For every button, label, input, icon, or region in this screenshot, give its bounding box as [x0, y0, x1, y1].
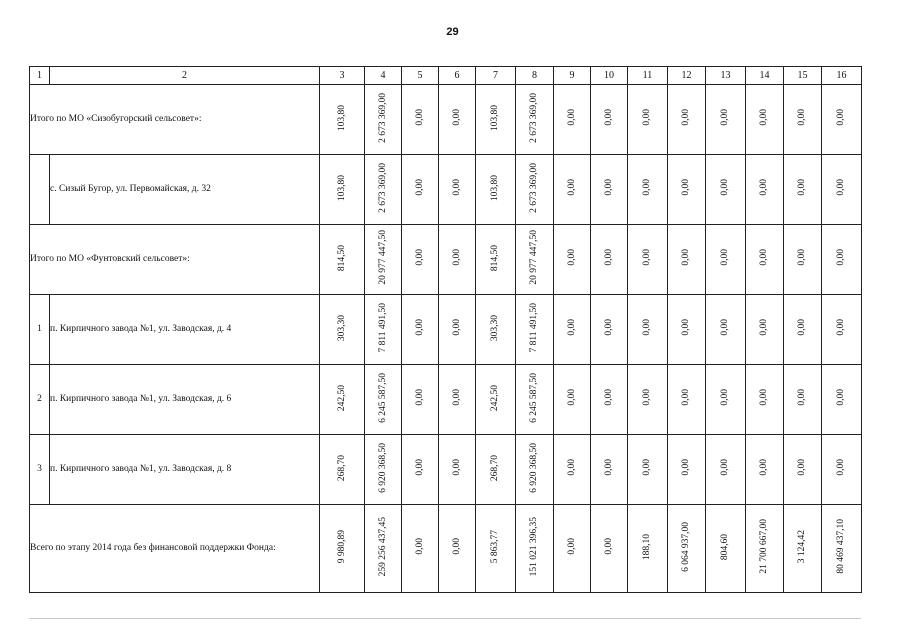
value-text: 0,00 — [681, 459, 692, 477]
data-table — [29, 66, 862, 593]
value-text: 0,00 — [720, 389, 731, 407]
value-text: 0,00 — [414, 538, 425, 556]
value-cell-col-6 — [439, 225, 476, 295]
total-row — [30, 505, 862, 593]
value-text: 0,00 — [414, 319, 425, 337]
value-cell-col-8 — [516, 155, 554, 225]
value-cell-col-5 — [402, 295, 439, 365]
value-cell-col-9 — [554, 85, 591, 155]
value-text: 0,00 — [797, 249, 808, 267]
value-cell-col-9 — [554, 155, 591, 225]
value-text: 242,50 — [336, 384, 347, 411]
value-text: 151 021 396,35 — [529, 517, 540, 577]
header-cell-9: 9 — [554, 67, 591, 85]
value-text: 0,00 — [720, 249, 731, 267]
value-cell-col-8 — [516, 505, 554, 593]
row-address: п. Кирпичного завода №1, ул. Заводская, д. 8 — [50, 435, 320, 505]
value-cell-col-6 — [439, 155, 476, 225]
header-cell-4: 4 — [365, 67, 402, 85]
value-text: 0,00 — [603, 538, 614, 556]
value-text: 0,00 — [759, 319, 770, 337]
header-cell-1: 1 — [30, 67, 50, 85]
value-cell-col-7 — [476, 435, 516, 505]
value-cell-col-11 — [628, 365, 668, 435]
value-text: 0,00 — [642, 109, 653, 127]
value-cell-col-4 — [365, 295, 402, 365]
value-cell-col-3 — [320, 225, 365, 295]
value-cell-col-5 — [402, 365, 439, 435]
value-text: 814,50 — [336, 244, 347, 271]
value-cell-col-3 — [320, 365, 365, 435]
value-cell-col-10 — [591, 85, 628, 155]
value-cell-col-13 — [706, 365, 746, 435]
value-text: 268,70 — [490, 454, 501, 481]
group-total-label: Итого по МО «Сизобугорский сельсовет»: — [30, 85, 320, 155]
value-text: 0,00 — [451, 538, 462, 556]
value-cell-col-3 — [320, 295, 365, 365]
value-text: 0,00 — [603, 319, 614, 337]
value-cell-col-12 — [668, 155, 706, 225]
value-text: 0,00 — [566, 319, 577, 337]
table-row — [30, 365, 862, 435]
value-text: 0,00 — [414, 109, 425, 127]
header-cell-11: 11 — [628, 67, 668, 85]
value-text: 0,00 — [451, 249, 462, 267]
value-cell-col-8 — [516, 85, 554, 155]
value-text: 0,00 — [836, 319, 847, 337]
value-cell-col-8 — [516, 365, 554, 435]
table-row — [30, 295, 862, 365]
row-address: с. Сизый Бугор, ул. Первомайская, д. 32 — [50, 155, 320, 225]
value-cell-col-15 — [784, 225, 822, 295]
value-text: 0,00 — [797, 389, 808, 407]
value-cell-col-15 — [784, 295, 822, 365]
value-text: 21 700 667,00 — [759, 519, 770, 575]
row-index — [30, 155, 50, 225]
value-text: 103,80 — [490, 174, 501, 201]
value-cell-col-10 — [591, 505, 628, 593]
value-text: 0,00 — [566, 389, 577, 407]
value-cell-col-13 — [706, 225, 746, 295]
value-text: 6 064 937,00 — [681, 521, 692, 572]
value-text: 6 920 368,50 — [377, 442, 388, 493]
value-text: 814,50 — [490, 244, 501, 271]
value-cell-col-8 — [516, 435, 554, 505]
value-text: 0,00 — [603, 459, 614, 477]
value-cell-col-3 — [320, 85, 365, 155]
value-text: 103,80 — [336, 104, 347, 131]
value-text: 0,00 — [642, 389, 653, 407]
value-cell-col-16 — [822, 85, 862, 155]
value-text: 0,00 — [642, 319, 653, 337]
value-cell-col-7 — [476, 155, 516, 225]
value-cell-col-12 — [668, 435, 706, 505]
value-cell-col-11 — [628, 295, 668, 365]
value-text: 7 811 491,50 — [529, 303, 540, 353]
header-cell-2: 2 — [50, 67, 320, 85]
row-index: 2 — [30, 365, 50, 435]
value-cell-col-7 — [476, 85, 516, 155]
value-text: 0,00 — [414, 459, 425, 477]
value-text: 0,00 — [836, 389, 847, 407]
value-cell-col-15 — [784, 85, 822, 155]
row-address: п. Кирпичного завода №1, ул. Заводская, д. 6 — [50, 365, 320, 435]
value-cell-col-14 — [746, 155, 784, 225]
value-text: 5 863,77 — [490, 530, 501, 564]
value-text: 0,00 — [681, 319, 692, 337]
value-cell-col-7 — [476, 505, 516, 593]
value-cell-col-11 — [628, 225, 668, 295]
value-text: 0,00 — [759, 389, 770, 407]
value-text: 0,00 — [759, 249, 770, 267]
value-cell-col-12 — [668, 85, 706, 155]
value-cell-col-9 — [554, 225, 591, 295]
value-cell-col-16 — [822, 505, 862, 593]
value-text: 2 673 369,00 — [529, 162, 540, 213]
value-cell-col-9 — [554, 295, 591, 365]
table-row — [30, 435, 862, 505]
value-cell-col-10 — [591, 365, 628, 435]
value-cell-col-7 — [476, 225, 516, 295]
value-text: 6 920 368,50 — [529, 442, 540, 493]
value-text: 0,00 — [603, 389, 614, 407]
header-cell-13: 13 — [706, 67, 746, 85]
value-text: 0,00 — [451, 319, 462, 337]
value-cell-col-6 — [439, 85, 476, 155]
value-cell-col-8 — [516, 225, 554, 295]
group-total-row — [30, 225, 862, 295]
value-cell-col-16 — [822, 435, 862, 505]
value-text: 0,00 — [681, 179, 692, 197]
value-text: 0,00 — [836, 249, 847, 267]
value-text: 0,00 — [759, 459, 770, 477]
value-text: 0,00 — [566, 249, 577, 267]
value-cell-col-3 — [320, 435, 365, 505]
value-text: 0,00 — [836, 109, 847, 127]
value-text: 2 673 369,00 — [529, 92, 540, 143]
header-cell-7: 7 — [476, 67, 516, 85]
header-row — [30, 67, 862, 85]
value-text: 0,00 — [797, 459, 808, 477]
value-text: 0,00 — [414, 389, 425, 407]
value-text: 259 256 437,45 — [377, 517, 388, 577]
value-cell-col-11 — [628, 435, 668, 505]
value-cell-col-5 — [402, 155, 439, 225]
value-cell-col-4 — [365, 85, 402, 155]
grand-total-label: Всего по этапу 2014 года без финансовой поддержки Фонда: — [30, 505, 320, 593]
value-text: 0,00 — [797, 319, 808, 337]
value-cell-col-16 — [822, 155, 862, 225]
value-cell-col-5 — [402, 225, 439, 295]
value-text: 0,00 — [451, 459, 462, 477]
value-text: 0,00 — [836, 459, 847, 477]
row-address: п. Кирпичного завода №1, ул. Заводская, д. 4 — [50, 295, 320, 365]
value-text: 6 245 587,50 — [529, 372, 540, 423]
value-text: 0,00 — [836, 179, 847, 197]
value-cell-col-4 — [365, 225, 402, 295]
value-cell-col-14 — [746, 225, 784, 295]
value-cell-col-13 — [706, 155, 746, 225]
value-text: 3 124,42 — [797, 530, 808, 564]
value-text: 0,00 — [603, 249, 614, 267]
value-cell-col-10 — [591, 295, 628, 365]
value-text: 242,50 — [490, 384, 501, 411]
value-text: 0,00 — [642, 249, 653, 267]
value-cell-col-3 — [320, 155, 365, 225]
value-cell-col-5 — [402, 435, 439, 505]
value-cell-col-12 — [668, 225, 706, 295]
value-text: 0,00 — [603, 109, 614, 127]
value-cell-col-4 — [365, 365, 402, 435]
value-text: 0,00 — [451, 389, 462, 407]
value-text: 0,00 — [414, 179, 425, 197]
value-cell-col-7 — [476, 295, 516, 365]
header-cell-5: 5 — [402, 67, 439, 85]
value-cell-col-3 — [320, 505, 365, 593]
value-text: 0,00 — [797, 179, 808, 197]
value-text: 0,00 — [603, 179, 614, 197]
group-total-row — [30, 85, 862, 155]
value-cell-col-10 — [591, 155, 628, 225]
header-cell-8: 8 — [516, 67, 554, 85]
value-cell-col-14 — [746, 295, 784, 365]
value-text: 0,00 — [720, 179, 731, 197]
value-text: 2 673 369,00 — [377, 92, 388, 143]
value-cell-col-11 — [628, 505, 668, 593]
value-cell-col-12 — [668, 505, 706, 593]
value-text: 0,00 — [566, 109, 577, 127]
value-text: 80 469 437,10 — [836, 519, 847, 575]
value-cell-col-8 — [516, 295, 554, 365]
value-cell-col-13 — [706, 435, 746, 505]
value-cell-col-10 — [591, 435, 628, 505]
value-cell-col-13 — [706, 85, 746, 155]
value-cell-col-9 — [554, 435, 591, 505]
group-total-label: Итого по МО «Фунтовский сельсовет»: — [30, 225, 320, 295]
value-text: 103,80 — [490, 104, 501, 131]
value-cell-col-9 — [554, 365, 591, 435]
value-text: 0,00 — [720, 459, 731, 477]
value-cell-col-7 — [476, 365, 516, 435]
value-text: 9 980,89 — [336, 530, 347, 564]
row-index: 3 — [30, 435, 50, 505]
value-cell-col-4 — [365, 505, 402, 593]
value-cell-col-4 — [365, 435, 402, 505]
value-cell-col-11 — [628, 85, 668, 155]
value-text: 2 673 369,00 — [377, 162, 388, 213]
header-cell-16: 16 — [822, 67, 862, 85]
value-cell-col-11 — [628, 155, 668, 225]
value-cell-col-6 — [439, 365, 476, 435]
value-text: 0,00 — [759, 109, 770, 127]
value-cell-col-6 — [439, 295, 476, 365]
value-cell-col-10 — [591, 225, 628, 295]
value-text: 188,10 — [642, 533, 653, 560]
value-cell-col-13 — [706, 295, 746, 365]
header-cell-3: 3 — [320, 67, 365, 85]
value-text: 804,60 — [720, 533, 731, 560]
value-cell-col-5 — [402, 85, 439, 155]
value-text: 0,00 — [642, 459, 653, 477]
value-cell-col-12 — [668, 365, 706, 435]
value-text: 303,30 — [336, 314, 347, 341]
value-cell-col-6 — [439, 435, 476, 505]
value-cell-col-16 — [822, 295, 862, 365]
value-cell-col-4 — [365, 155, 402, 225]
value-text: 0,00 — [720, 109, 731, 127]
value-cell-col-16 — [822, 225, 862, 295]
value-text: 7 811 491,50 — [377, 303, 388, 353]
value-text: 268,70 — [336, 454, 347, 481]
header-cell-6: 6 — [439, 67, 476, 85]
value-cell-col-9 — [554, 505, 591, 593]
value-cell-col-15 — [784, 505, 822, 593]
value-text: 0,00 — [759, 179, 770, 197]
header-cell-12: 12 — [668, 67, 706, 85]
value-cell-col-15 — [784, 435, 822, 505]
header-cell-14: 14 — [746, 67, 784, 85]
value-cell-col-15 — [784, 365, 822, 435]
value-text: 303,30 — [490, 314, 501, 341]
value-text: 20 977 447,50 — [377, 230, 388, 286]
value-text: 0,00 — [720, 319, 731, 337]
value-text: 0,00 — [566, 538, 577, 556]
value-text: 0,00 — [681, 109, 692, 127]
page-divider — [29, 618, 861, 619]
value-text: 0,00 — [797, 109, 808, 127]
header-cell-15: 15 — [784, 67, 822, 85]
value-cell-col-5 — [402, 505, 439, 593]
value-text: 0,00 — [681, 249, 692, 267]
value-text: 0,00 — [566, 179, 577, 197]
value-cell-col-15 — [784, 155, 822, 225]
value-cell-col-14 — [746, 365, 784, 435]
header-cell-10: 10 — [591, 67, 628, 85]
value-cell-col-14 — [746, 435, 784, 505]
value-cell-col-13 — [706, 505, 746, 593]
value-cell-col-16 — [822, 365, 862, 435]
value-text: 20 977 447,50 — [529, 230, 540, 286]
value-text: 0,00 — [414, 249, 425, 267]
value-text: 6 245 587,50 — [377, 372, 388, 423]
value-text: 103,80 — [336, 174, 347, 201]
value-text: 0,00 — [451, 109, 462, 127]
table-row — [30, 155, 862, 225]
value-cell-col-6 — [439, 505, 476, 593]
value-text: 0,00 — [451, 179, 462, 197]
value-cell-col-14 — [746, 505, 784, 593]
row-index: 1 — [30, 295, 50, 365]
table-body — [30, 67, 862, 593]
value-text: 0,00 — [642, 179, 653, 197]
value-text: 0,00 — [566, 459, 577, 477]
value-cell-col-14 — [746, 85, 784, 155]
page-number: 29 — [446, 26, 459, 38]
value-text: 0,00 — [681, 389, 692, 407]
value-cell-col-12 — [668, 295, 706, 365]
